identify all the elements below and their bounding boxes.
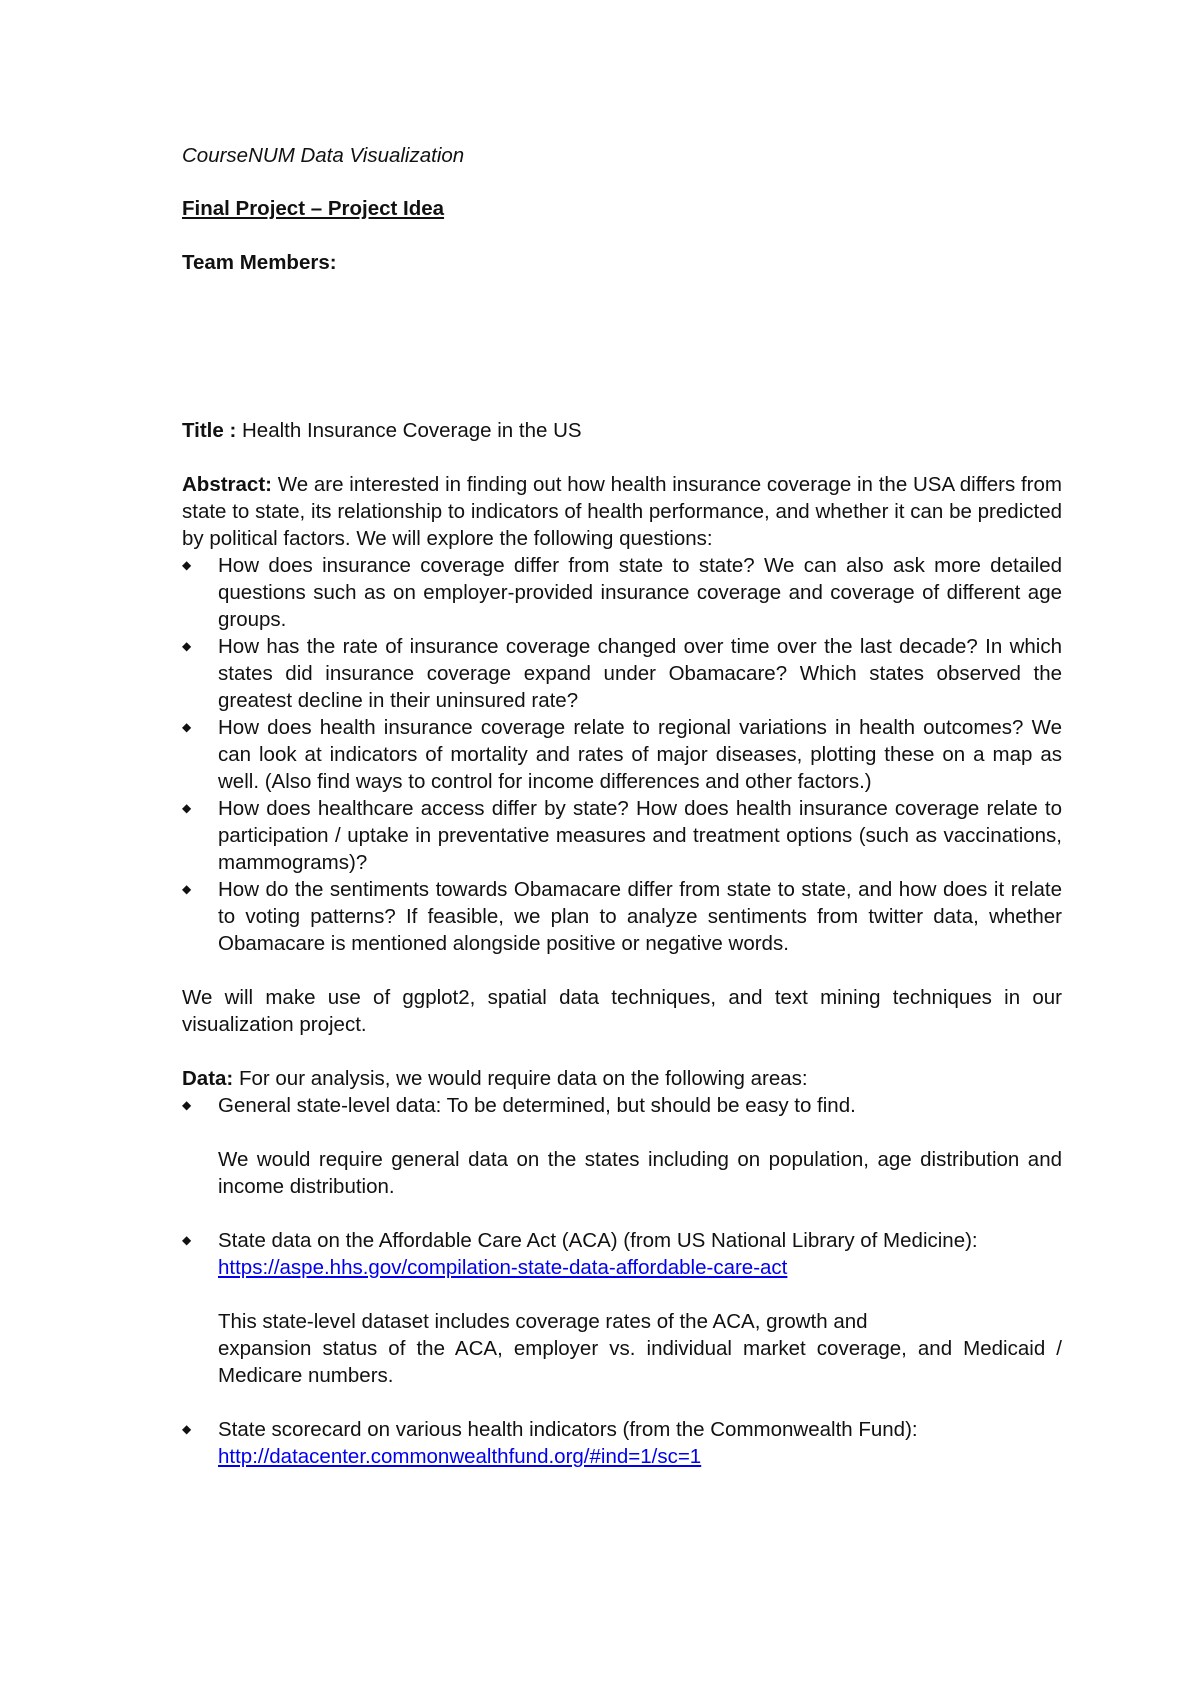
list-item xyxy=(182,876,1062,957)
data-item-detail: We would require general data on the states including on population, age distribution and income distribution. xyxy=(218,1148,1062,1198)
project-title: Final Project – Project Idea xyxy=(182,197,445,220)
bullet-diamond-icon: ◆ xyxy=(182,558,192,572)
questions-list xyxy=(182,552,1062,957)
abstract-text: We are interested in finding out how health insurance coverage in the USA differs from state to state, its relationship to indicators of health performance, and whether it can be predicted by political factors. We will explore the following questions: xyxy=(182,473,1062,550)
list-item xyxy=(182,633,1062,714)
question-text: How does insurance coverage differ from state to state? We can also ask more detailed questions such as on employer-provided insurance coverage and coverage of different age groups. xyxy=(218,554,1062,631)
question-text: How do the sentiments towards Obamacare differ from state to state, and how does it relate to voting patterns? If feasible, we plan to analyze sentiments from twitter data, whether Obamacare is mentioned alongside positive or negative words. xyxy=(218,878,1062,955)
data-intro xyxy=(182,1065,1062,1092)
question-text: How has the rate of insurance coverage changed over time over the last decade? In which states did insurance coverage expand under Obamacare? Which states observed the greatest decline in their uninsured rate? xyxy=(218,635,1062,712)
data-item-link-line xyxy=(218,1443,1062,1470)
data-sources-list xyxy=(182,1092,1062,1470)
aca-data-link[interactable]: https://aspe.hhs.gov/compilation-state-data-affordable-care-act xyxy=(218,1256,788,1279)
data-item-detail-line2: expansion status of the ACA, employer vs. individual market coverage, and Medicaid / Medicare numbers. xyxy=(218,1337,1062,1387)
data-label: Data: xyxy=(182,1067,234,1090)
course-title: CourseNUM Data Visualization xyxy=(182,144,465,167)
team-members-label: Team Members: xyxy=(182,251,337,274)
bullet-diamond-icon: ◆ xyxy=(182,1098,192,1112)
bullet-diamond-icon: ◆ xyxy=(182,1233,192,1247)
list-item xyxy=(182,1416,1062,1470)
bullet-diamond-icon: ◆ xyxy=(182,639,192,653)
title-label: Title : xyxy=(182,419,237,442)
abstract-paragraph xyxy=(182,471,1062,552)
list-item xyxy=(182,1227,1062,1389)
data-item-heading: State data on the Affordable Care Act (ACA) (from US National Library of Medicine): xyxy=(218,1229,978,1252)
data-item-link-line xyxy=(218,1254,1062,1281)
data-item-heading: General state-level data: To be determined, but should be easy to find. xyxy=(218,1094,856,1117)
bullet-diamond-icon: ◆ xyxy=(182,882,192,896)
abstract-label: Abstract: xyxy=(182,473,272,496)
data-intro-text: For our analysis, we would require data on the following areas: xyxy=(233,1067,808,1090)
question-text: How does health insurance coverage relate to regional variations in health outcomes? We can look at indicators of mortality and rates of major diseases, plotting these on a map as well. (Also find ways to control for income differences and other factors.) xyxy=(218,716,1062,793)
bullet-diamond-icon: ◆ xyxy=(182,720,192,734)
question-text: How does healthcare access differ by state? How does health insurance coverage relate to participation / uptake in preventative measures and treatment options (such as vaccinations, mammograms)? xyxy=(218,797,1062,874)
title-text: Health Insurance Coverage in the US xyxy=(236,419,582,442)
data-item-detail-line1: This state-level dataset includes coverage rates of the ACA, growth and xyxy=(218,1310,868,1333)
data-item-heading: State scorecard on various health indicators (from the Commonwealth Fund): xyxy=(218,1418,918,1441)
document-page xyxy=(182,142,1062,1497)
list-item xyxy=(182,1092,1062,1200)
bullet-diamond-icon: ◆ xyxy=(182,801,192,815)
list-item xyxy=(182,795,1062,876)
bullet-diamond-icon: ◆ xyxy=(182,1422,192,1436)
tools-paragraph: We will make use of ggplot2, spatial data techniques, and text mining techniques in our visualization project. xyxy=(182,986,1062,1036)
commonwealth-fund-link[interactable]: http://datacenter.commonwealthfund.org/#ind=1/sc=1 xyxy=(218,1445,702,1468)
list-item xyxy=(182,714,1062,795)
list-item xyxy=(182,552,1062,633)
title-line xyxy=(182,417,1062,444)
